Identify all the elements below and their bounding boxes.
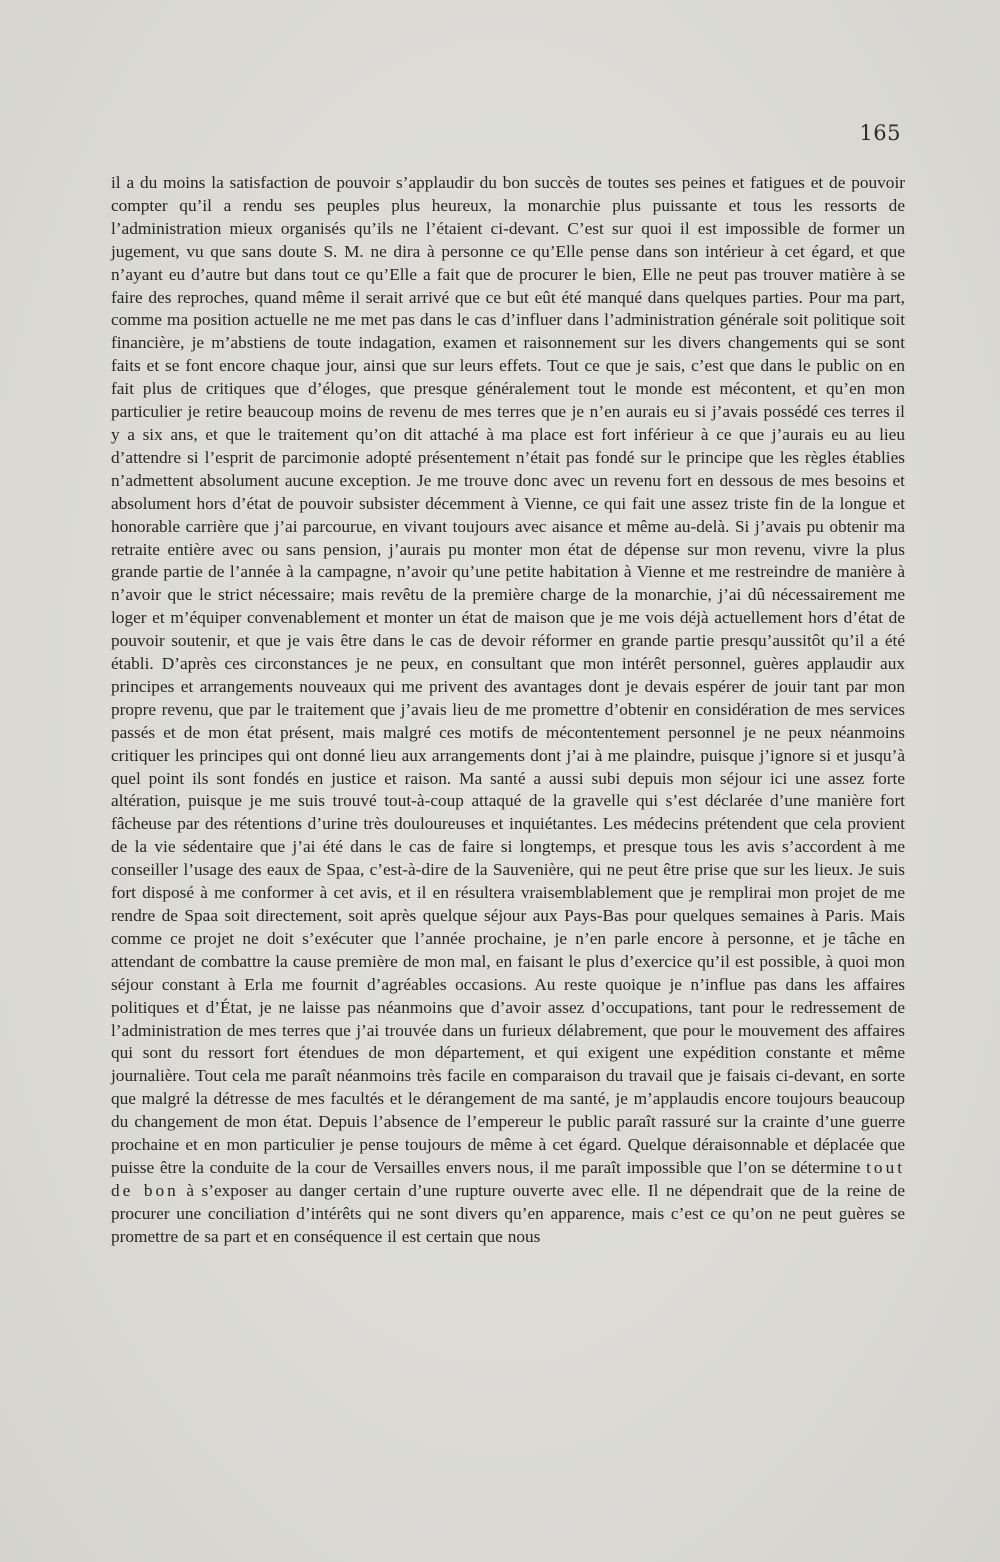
spaced-emphasis-text: tout de bon (111, 1157, 906, 1200)
body-paragraph (111, 172, 905, 1249)
paragraph-text-end: à s’exposer au danger certain d’une rupture ouverte avec elle. Il ne dépendrait que de la reine de procurer une conciliation d’intérêts qui ne sont divers qu’en apparence, mais c’est ce qu’on ne peut guères se promettre de sa part et en conséquence il est certain que nous (111, 1180, 905, 1246)
page-number: 165 (859, 121, 901, 145)
paragraph-text: il a du moins la satisfaction de pouvoir s’applaudir du bon succès de toutes ses peines et fatigues et de pouvoir compter qu’il a rendu ses peuples plus heureux, la monarchie plus puissante et tous les ressorts de l’administration mieux organisés qu’ils ne l’étaient ci-devant. C’est sur quoi il est impossible de former un jugement, vu que sans doute S. M. ne dira à personne ce qu’Elle pense dans son intérieur à cet égard, et que n’ayant eu d’autre but dans tout ce qu’Elle a fait que de procurer le bien, Elle ne peut pas trouver matière à se faire des reproches, quand même il serait arrivé que ce but eût été manqué dans quelques parties. Pour ma part, comme ma position actuelle ne me met pas dans le cas d’influer dans l’administration générale soit politique soit financière, je m’abstiens de toute indagation, examen et raisonnement sur les divers changements qui se sont faits et se font encore chaque jour, ainsi que sur leurs effets. Tout ce que je sais, c’est que dans le public on en fait plus de critiques que d’éloges, que presque généralement tout le monde est mécontent, et qu’en mon particulier je retire beaucoup moins de revenu de mes terres que je n’en aurais eu si j’avais possédé ces terres il y a six ans, et que le traitement qu’on dit attaché à ma place est fort inférieur à ce que j’aurais eu au lieu d’attendre si l’esprit de parcimonie adopté présentement n’était pas fondé sur le principe que les règles établies n’admettent absolument aucune exception. Je me trouve donc avec un revenu fort en dessous de mes besoins et absolument hors d’état de pouvoir subsister décemment à Vienne, ce qui fait une assez triste fin de la longue et honorable carrière que j’ai parcourue, en vivant toujours avec aisance et même au-delà. Si j’avais pu obtenir ma retraite entière avec ou sans pension, j’aurais pu monter mon état de dépense sur mon revenu, vivre la plus grande partie de l’année à la campagne, n’avoir qu’une petite habitation à Vienne et me restreindre de manière à n’avoir que le strict nécessaire; mais revêtu de la première charge de la monarchie, j’ai dû nécessairement me loger et m’équiper convenablement et monter un état de maison que je me vois déjà actuellement hors d’état de pouvoir soutenir, et que je vais être dans le cas de devoir réformer en grande partie presqu’aussitôt qu’il a été établi. D’après ces circonstances je ne peux, en consultant que mon intérêt personnel, guères applaudir aux principes et arrangements nouveaux qui me privent des avantages dont je devais espérer de jouir tant par mon propre revenu, que par le traitement que j’avais lieu de me promettre d’obtenir en considération de mes services passés et de mon état présent, mais malgré ces motifs de mécontentement personnel je ne peux néanmoins critiquer les principes qui ont donné lieu aux arrangements dont j’ai à me plaindre, puisque j’ignore si et jusqu’à quel point ils sont fondés en justice et raison. Ma santé a aussi subi depuis mon séjour ici une assez forte altération, puisque je me suis trouvé tout-à-coup attaqué de la gravelle qui s’est déclarée d’une manière fort fâcheuse par des rétentions d’urine très douloureuses et inquiétantes. Les médecins prétendent que cela provient de la vie sédentaire que j’ai été dans le cas de faire si longtemps, et presque tous les avis s’accordent à me conseiller l’usage des eaux de Spaa, c’est-à-dire de la Sauvenière, qui ne peut être prise que sur les lieux. Je suis fort disposé à me conformer à cet avis, et il en résultera vraisemblablement que je remplirai mon projet de me rendre de Spaa soit directement, soit après quelque séjour aux Pays-Bas pour quelques semaines à Paris. Mais comme ce projet ne doit s’exécuter que l’année prochaine, je n’en parle encore à personne, et je tâche en attendant de combattre la cause première de mon mal, en faisant le plus d’exercice qu’il est possible, à quoi mon séjour constant à Erla me fournit d’agréables occasions. Au reste quoique je n’influe pas dans les affaires politiques et d’État, je ne laisse pas néanmoins que d’avoir assez d’occupations, tant pour le redressement de l’administration de mes terres que j’ai trouvée dans un furieux délabrement, que pour le mouvement des affaires qui sont du ressort fort étendues de mon département, et qui exigent une expédition constante et même journalière. Tout cela me paraît néanmoins très facile en comparaison du travail que je faisais ci-devant, en sorte que malgré la détresse de mes facultés et le dérangement de ma santé, je m’applaudis encore toujours beaucoup du changement de mon état. Depuis l’absence de l’empereur le public paraît rassuré sur la crainte d’une guerre prochaine et en mon particulier je pense toujours de même à cet égard. Quelque déraisonnable et déplacée que puisse être la conduite de la cour de Versailles envers nous, il me paraît impossible que l’on se détermine (111, 173, 905, 1177)
